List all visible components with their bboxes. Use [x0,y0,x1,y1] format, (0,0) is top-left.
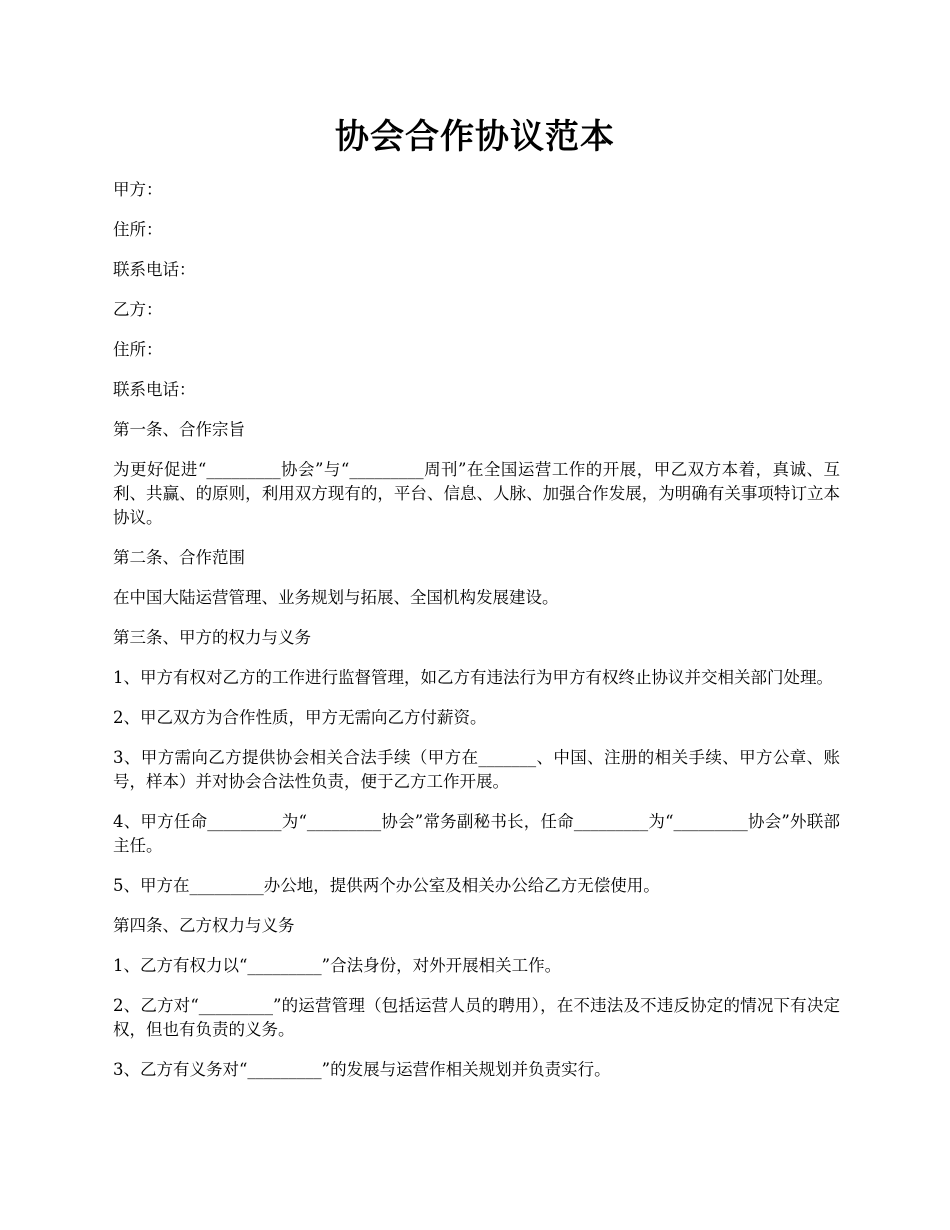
article-2-text: 在中国大陆运营管理、业务规划与拓展、全国机构发展建设。 [113,588,559,607]
article-4-clause-1: 1、乙方有权力以“_________”合法身份，对外开展相关工作。 [113,956,562,975]
document-title: 协会合作协议范本 [335,117,615,157]
party-a-phone-label: 联系电话： [113,260,196,279]
article-3-clause-1: 1、甲方有权对乙方的工作进行监督管理，如乙方有违法行为甲方有权终止协议并交相关部门处理。 [113,668,833,687]
article-3-clause-2: 2、甲乙双方为合作性质，甲方无需向乙方付薪资。 [113,708,487,727]
party-a-address-label: 住所： [113,220,163,239]
party-b-phone-label: 联系电话： [113,380,196,399]
article-1-text: 为更好促进“_________协会”与“_________周刊”在全国运营工作的开展，甲乙双方本着，真诚、互利、共赢、的原则，利用双方现有的，平台、信息、人脉、加强合作发展，为明确有关事项特订立本协议。 [113,460,840,527]
party-b-label: 乙方： [113,300,163,319]
article-2-heading: 第二条、合作范围 [113,548,245,567]
article-4-clause-3: 3、乙方有义务对“_________”的发展与运营作相关规划并负责实行。 [113,1060,611,1079]
article-3-clause-4: 4、甲方任命_________为“_________协会”常务副秘书长，任命_________为“_________协会”外联部主任。 [113,812,840,855]
article-1-heading: 第一条、合作宗旨 [113,420,245,439]
party-a-label: 甲方： [113,180,163,199]
article-4-heading: 第四条、乙方权力与义务 [113,916,295,935]
article-3-heading: 第三条、甲方的权力与义务 [113,628,311,647]
article-3-clause-5: 5、甲方在_________办公地，提供两个办公室及相关办公给乙方无偿使用。 [113,876,660,895]
party-b-address-label: 住所： [113,340,163,359]
article-3-clause-3: 3、甲方需向乙方提供协会相关合法手续（甲方在_______、中国、注册的相关手续、甲方公章、账号，样本）并对协会合法性负责，便于乙方工作开展。 [113,748,840,791]
article-4-clause-2: 2、乙方对“_________”的运营管理（包括运营人员的聘用），在不违法及不违反协定的情况下有决定权，但也有负责的义务。 [113,996,840,1039]
document-body [113,178,840,1098]
